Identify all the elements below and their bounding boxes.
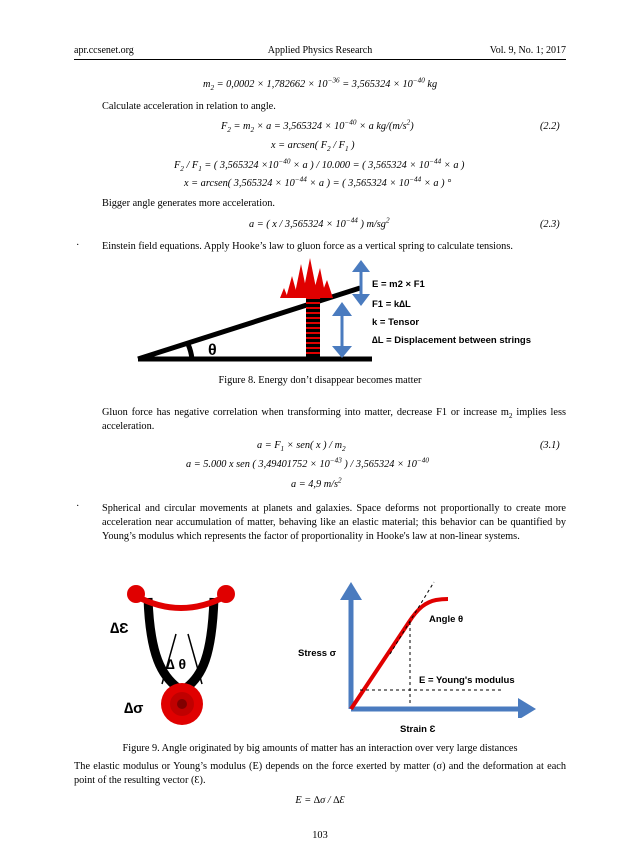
equation-a2: $a = F_1 \times sen$( x ) / $m_2$ [257,440,346,454]
bullet-marker-2: · [76,501,80,512]
equation-a3: a = 5.000 x sen ( $3,49401752 \times 10^{-43}$ ) / $3,565324 \times 10^{-40}$ [186,456,429,470]
delta-theta-label: ∆ θ [166,656,187,672]
gluon-paragraph: Gluon force has negative correlation when transforming into matter, decrease F1 or increase $m_2$ implies less acceleration. [102,407,566,432]
bigger-angle-text: Bigger angle generates more acceleration. [102,198,275,209]
equation-number-2-2: (2.2) [540,121,560,132]
figure-8-caption: Figure 8. Energy don’t disappear becomes matter [218,375,422,386]
theta-symbol: θ [208,342,217,359]
journal-name: Applied Physics Research [267,45,373,56]
youngs-modulus-label: E = Young's modulus [419,675,515,686]
journal-url: apr.ccsenet.org [74,45,134,56]
equation-m2: $m_2 = 0,0002 \times 1,782662 \times 10^{-36} = 3,565324 \times 10^{-40}$ kg [203,76,438,93]
bullet-einstein: Einstein field equations. Apply Hooke’s law to gluon force as a vertical spring to calculate tensions. [102,241,513,252]
equation-ratio: $F_2 / F_1$ = ( $3,565324 \times 10^{-40} \times a$ ) / 10.000 = ( $3,565324 \times 10^{-44} \times a$ ) [174,157,465,174]
figure-8-spring-structure [138,258,372,359]
strain-axis-label: Strain Ɛ [400,724,436,735]
elastic-fabric [127,585,235,688]
label-tensor: k = Tensor [372,317,420,328]
equation-number-2-3: (2.3) [540,219,560,230]
equation-a4: a = 4,9 $m/s^2$ [291,476,342,490]
label-force: F1 = k∆L [372,299,411,310]
label-displacement: ∆L = Displacement between strings [372,335,532,346]
label-energy: E = m2 × F1 [372,279,425,290]
double-arrow-small [352,260,370,306]
bullet-marker: · [76,240,80,251]
intro-acceleration: Calculate acceleration in relation to angle. [102,101,276,112]
stress-strain-graph [330,578,540,718]
page-number: 103 [312,830,328,841]
equation-number-3-1: (3.1) [540,440,560,451]
bullet-spherical: Spherical and circular movements at planets and galaxies. Space deforms not proportionally to create more acceleration near accumulation of matter, behaving like an elastic material; this behavior can be quantified by Young’s modulus which represents the factor of proportionality in Hooke's law at non-linear systems. [102,503,566,542]
delta-epsilon-label: ∆Ɛ [110,620,129,637]
delta-sigma-label: ∆σ [124,700,144,717]
graph-axes [340,582,536,718]
equation-f2: $F_2 = m_2 \times a = 3,565324 \times 10^{-40} \times a$ $kg/(m/s^2)$ [221,118,414,135]
figure-8-diagram [130,258,570,370]
elastic-paragraph: The elastic modulus or Young’s modulus (E) depends on the force exerted by matter (σ) and the deformation at each point of the resulting vector (Ɛ). [74,761,566,786]
equation-x2: x = arcsen( $3,565324 \times 10^{-44} \times a$ ) = ( $3,565324 \times 10^{-44} \times a$ ) ° [184,175,452,189]
equation-x1: x = arcsen( $F_2 / F_1$ ) [271,140,355,154]
volume-info: Vol. 9, No. 1; 2017 [489,45,566,56]
figure-9-caption: Figure 9. Angle originated by big amounts of matter has an interaction over very large distances [122,743,518,754]
angle-theta-label: Angle θ [429,614,464,625]
double-arrow-large [332,302,352,358]
youngs-formula: E = ∆σ / ∆Ɛ [295,795,345,806]
equation-a1: a = ( $x / 3,565324 \times 10^{-44}$ ) $m/sg^2$ [249,216,390,230]
header-rule [74,59,566,60]
stress-axis-label: Stress σ [298,648,337,659]
